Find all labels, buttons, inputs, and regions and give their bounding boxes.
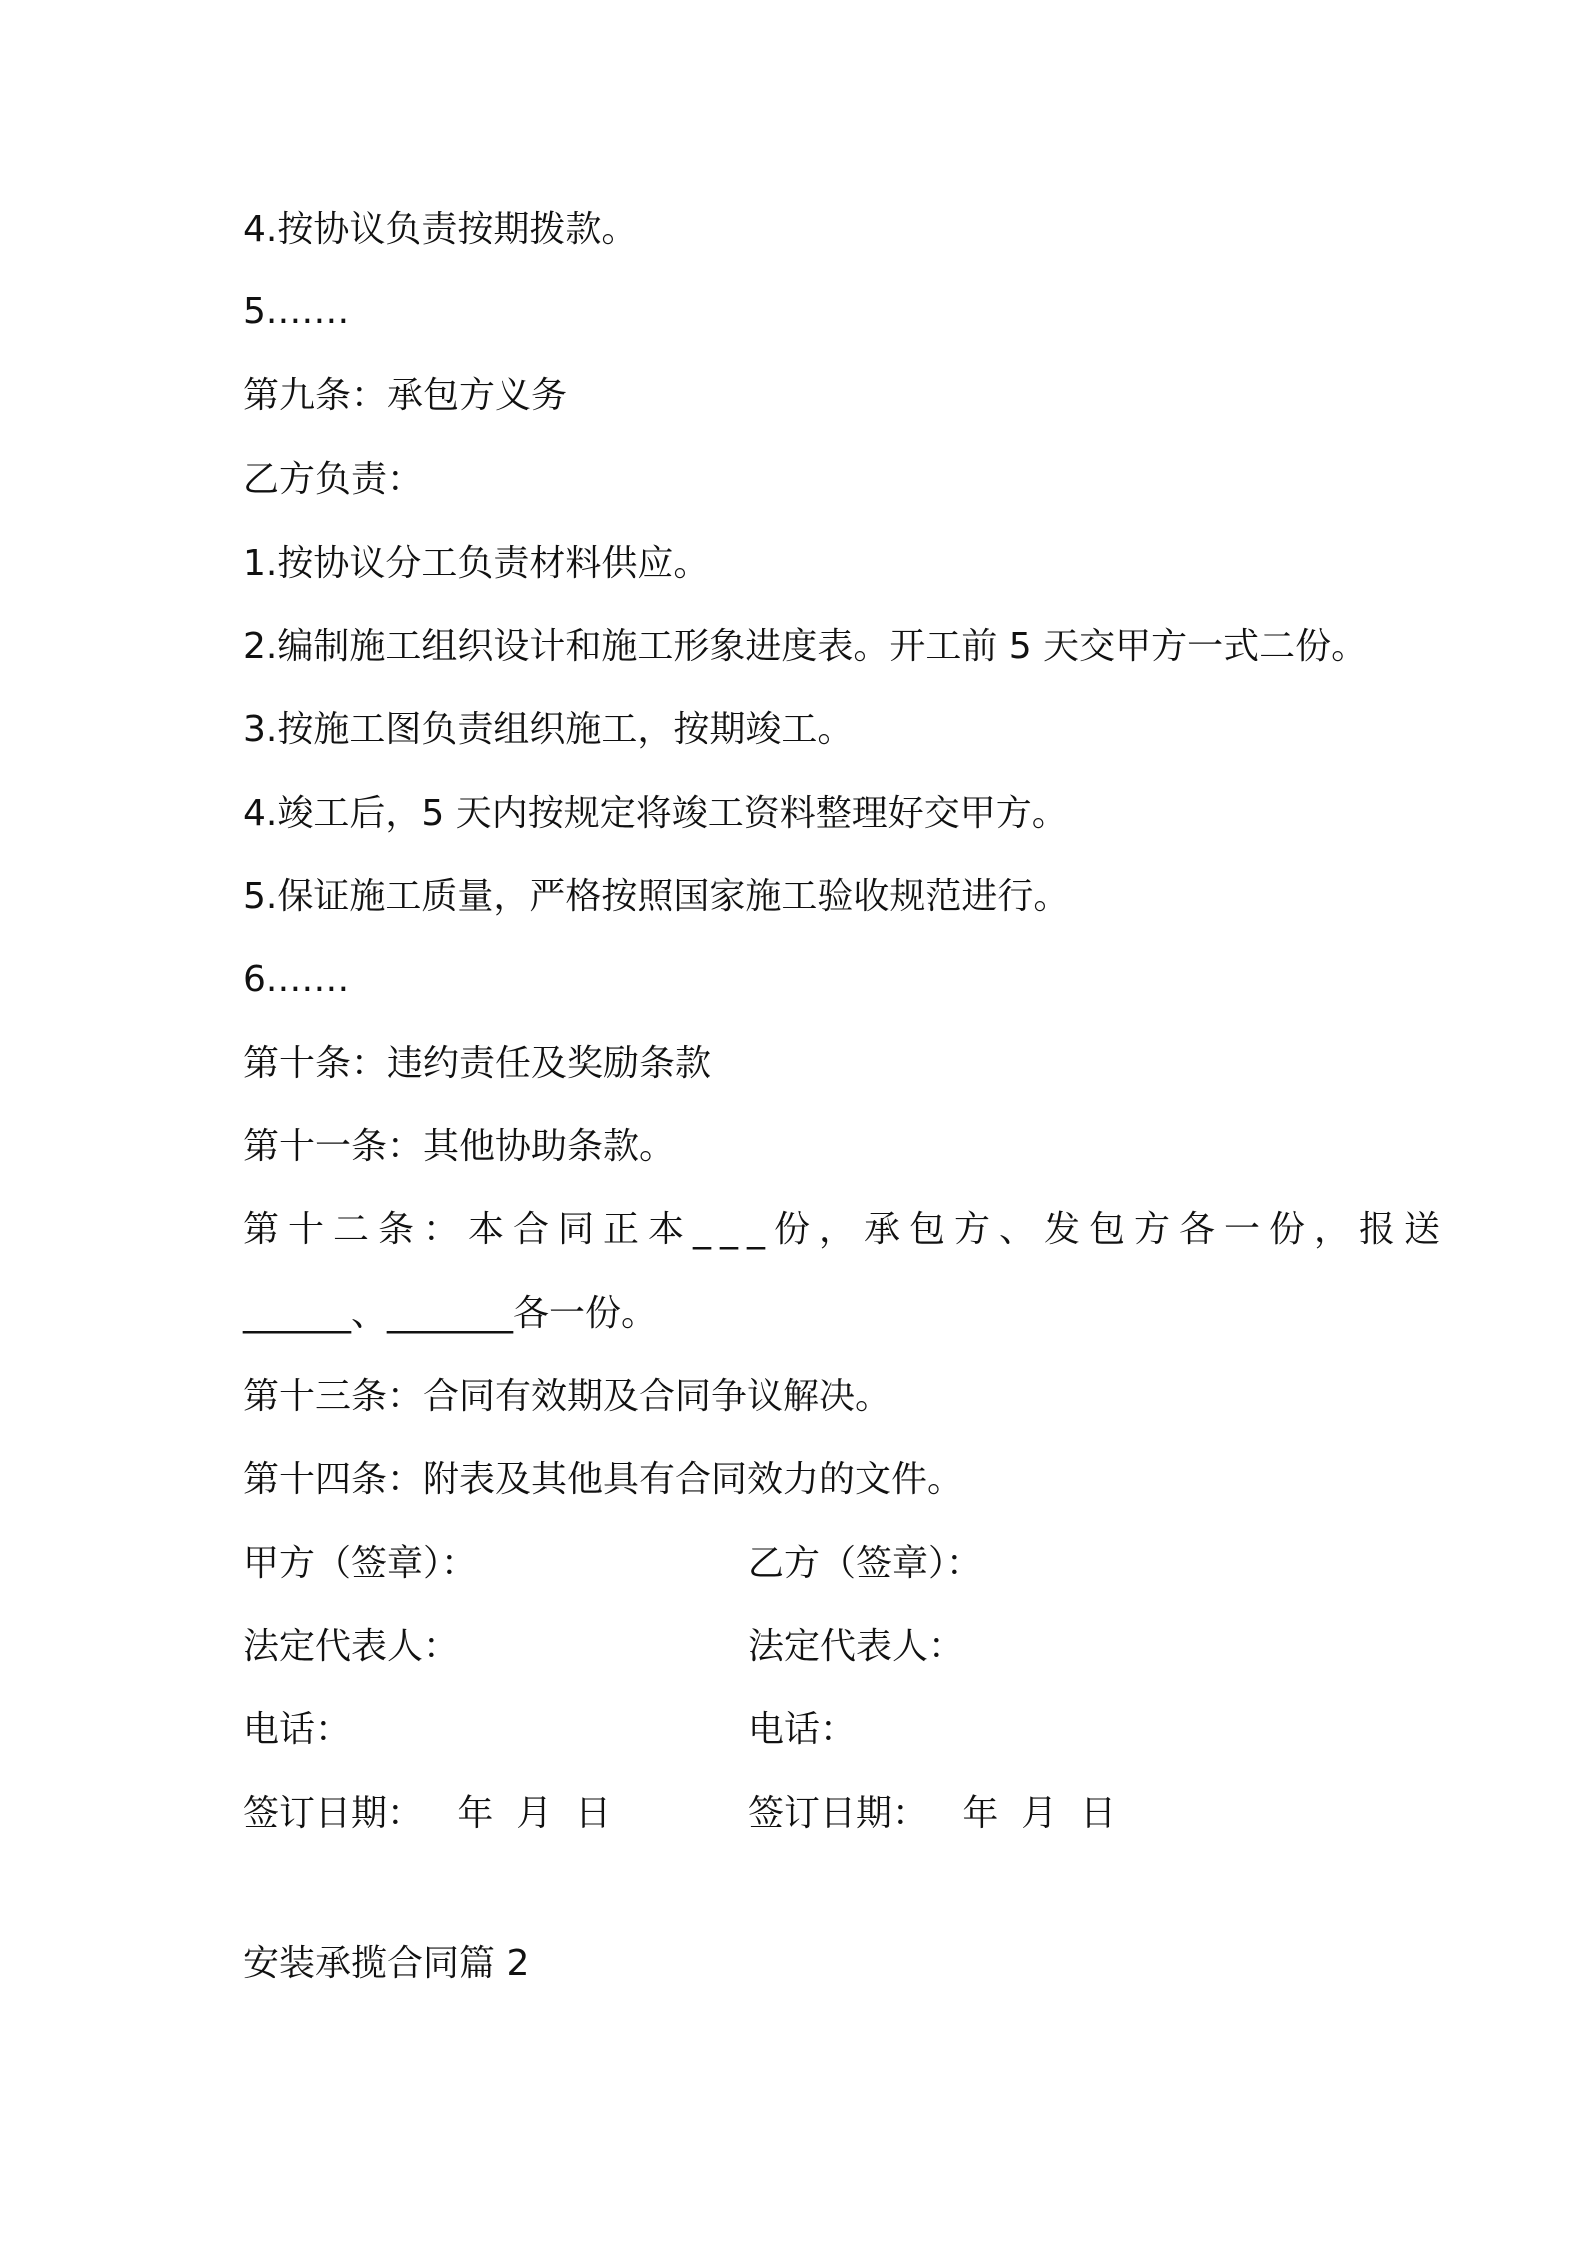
list-item: 6.…… — [243, 959, 350, 1000]
article-11-heading: 第十一条：其他协助条款。 — [243, 1126, 676, 1167]
party-a-date-label: 签订日期： 年 月 日 — [243, 1793, 612, 1834]
party-a-phone-label: 电话： — [243, 1709, 352, 1750]
list-item: 5.保证施工质量，严格按照国家施工验收规范进行。 — [243, 876, 1070, 917]
text-line: ______、_______各一份。 — [243, 1293, 658, 1334]
party-b-rep-label: 法定代表人： — [748, 1626, 965, 1667]
list-item: 2.编制施工组织设计和施工形象进度表。开工前 5 天交甲方一式二份。 — [243, 626, 1368, 667]
party-b-seal-label: 乙方（签章）： — [748, 1543, 983, 1584]
article-9-heading: 第九条：承包方义务 — [243, 375, 568, 416]
party-b-date-label: 签订日期： 年 月 日 — [748, 1793, 1117, 1834]
section-title: 安装承揽合同篇 2 — [243, 1943, 530, 1984]
party-b-phone-label: 电话： — [748, 1709, 857, 1750]
list-item: 3.按施工图负责组织施工，按期竣工。 — [243, 709, 854, 750]
text-line: 4.按协议负责按期拨款。 — [243, 209, 638, 250]
text-line: 5.…… — [243, 291, 350, 332]
list-item: 4.竣工后，5 天内按规定将竣工资料整理好交甲方。 — [243, 793, 1068, 834]
party-a-rep-label: 法定代表人： — [243, 1626, 460, 1667]
list-item: 1.按协议分工负责材料供应。 — [243, 543, 710, 584]
article-14-heading: 第十四条：附表及其他具有合同效力的文件。 — [243, 1459, 964, 1500]
party-a-seal-label: 甲方（签章）： — [243, 1543, 478, 1584]
article-10-heading: 第十条：违约责任及奖励条款 — [243, 1043, 712, 1084]
text-line: 乙方负责： — [243, 459, 424, 500]
article-12-heading: 第十二条：本合同正本___份，承包方、发包方各一份，报送 — [243, 1209, 1450, 1250]
article-13-heading: 第十三条：合同有效期及合同争议解决。 — [243, 1376, 892, 1417]
